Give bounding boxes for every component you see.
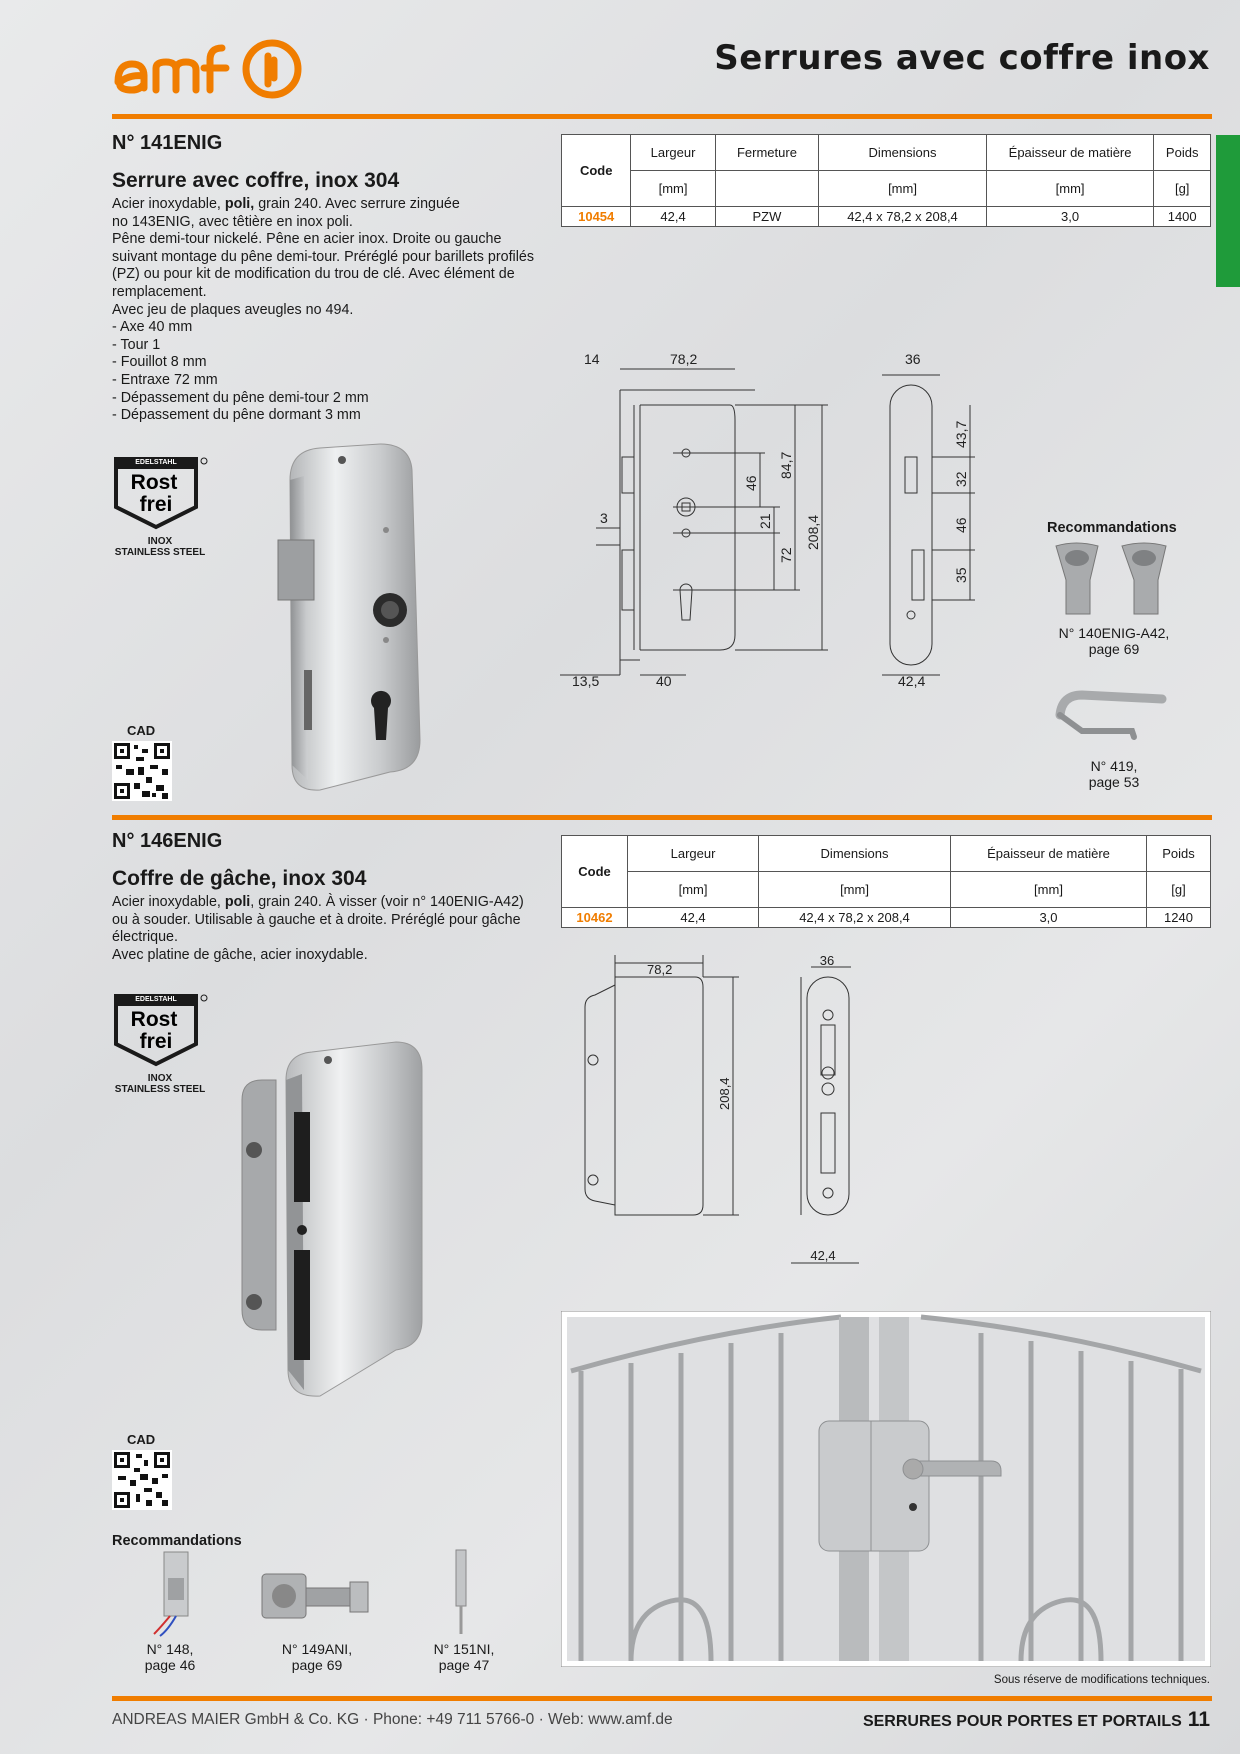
desc-line: Acier inoxydable, poli, grain 240. Avec serrure zinguée xyxy=(112,196,460,212)
col-code: Code xyxy=(562,836,628,908)
reco-line1: N° 140ENIG-A42, xyxy=(1058,625,1170,641)
lock-photo xyxy=(270,440,440,800)
technical-drawing xyxy=(560,345,980,695)
badge-shield-icon xyxy=(112,455,208,531)
footer-section xyxy=(863,1708,1210,1732)
desc-line: remplacement. xyxy=(112,283,207,300)
badge-mid2: frei xyxy=(139,493,173,516)
desc-line: suivant montage du pêne demi-tour. Préréglé pour barillets profilés xyxy=(112,248,534,265)
dim-label: 35 xyxy=(953,567,969,583)
desc-line: Avec platine de gâche, acier inoxydable. xyxy=(112,946,368,963)
desc-line: Acier inoxydable, poli, grain 240. À visser (voir n° 140ENIG-A42) xyxy=(112,894,524,910)
strike-box-photo xyxy=(236,1040,436,1400)
dim-label: 46 xyxy=(953,517,969,533)
product-code: N° 146ENIG xyxy=(112,830,223,852)
footer-company: ANDREAS MAIER GmbH & Co. KG · Phone: +49 711 5766-0 · Web: www.amf.de xyxy=(112,1711,673,1728)
reco-line1: N° 151NI, xyxy=(433,1641,495,1657)
badge-mid1: Rost xyxy=(130,1008,178,1031)
desc-line: - Entraxe 72 mm xyxy=(112,371,218,388)
footer-rule xyxy=(112,1696,1212,1701)
reco-handle-image[interactable] xyxy=(1052,685,1174,745)
badge-top: EDELSTAHL xyxy=(135,459,177,466)
page-title: Serrures avec coffre inox xyxy=(714,38,1210,78)
technical-drawing xyxy=(575,955,875,1275)
cell: 42,4 xyxy=(628,908,759,928)
reco-product-image[interactable] xyxy=(258,1560,378,1630)
dim-label: 84,7 xyxy=(778,451,794,479)
dim-label: 43,7 xyxy=(953,420,969,448)
col-header: Largeur xyxy=(631,135,715,171)
header-rule xyxy=(112,114,1212,119)
dim-label: 21 xyxy=(757,513,773,529)
cell: 42,4 x 78,2 x 208,4 xyxy=(819,207,987,227)
badge-top: EDELSTAHL xyxy=(135,996,177,1003)
dim-label: 208,4 xyxy=(717,1077,732,1110)
desc-line: (PZ) ou pour kit de modification du trou de clé. Avec élément de xyxy=(112,266,515,283)
col-header: Fermeture xyxy=(715,135,819,171)
product-code: N° 141ENIG xyxy=(112,132,223,154)
dim-label: 42,4 xyxy=(898,673,926,689)
col-unit: [mm] xyxy=(950,872,1146,908)
product-name: Serrure avec coffre, inox 304 xyxy=(112,169,400,192)
col-header: Dimensions xyxy=(759,836,951,872)
dim-label: 46 xyxy=(743,475,759,491)
dim-label: 72 xyxy=(778,547,794,563)
cad-label: CAD xyxy=(127,1432,156,1447)
col-header: Épaisseur de matière xyxy=(986,135,1154,171)
desc-line: - Dépassement du pêne dormant 3 mm xyxy=(112,407,361,424)
desc-line: no 143ENIG, avec têtière en inox poli. xyxy=(112,213,353,230)
desc-bold: poli, xyxy=(224,196,255,212)
legal-note: Sous réserve de modifications techniques. xyxy=(993,1674,1210,1686)
cell: 3,0 xyxy=(950,908,1146,928)
cell: 42,4 xyxy=(631,207,715,227)
desc-line: Pêne demi-tour nickelé. Pêne en acier inox. Droite ou gauche xyxy=(112,231,502,248)
col-unit: [mm] xyxy=(986,171,1154,207)
col-unit: [mm] xyxy=(819,171,987,207)
badge-bottom1: INOX xyxy=(147,536,173,547)
col-unit: [g] xyxy=(1154,171,1211,207)
badge-bottom2: STAINLESS STEEL xyxy=(114,1084,206,1095)
dim-label: 3 xyxy=(600,510,608,526)
badge-bottom2: STAINLESS STEEL xyxy=(114,547,206,558)
qr-code-icon[interactable] xyxy=(112,741,172,801)
col-unit xyxy=(715,171,819,207)
dim-label: 32 xyxy=(953,471,969,487)
reco-caption[interactable] xyxy=(1054,758,1174,790)
section-rule xyxy=(112,815,1212,820)
cell: 3,0 xyxy=(986,207,1154,227)
badge-bottom1: INOX xyxy=(147,1073,173,1084)
badge-shield-icon xyxy=(112,992,208,1068)
reco-caption[interactable] xyxy=(257,1641,377,1673)
reco-product-image[interactable] xyxy=(150,1548,200,1638)
desc-line: - Fouillot 8 mm xyxy=(112,354,207,371)
reco-caption[interactable] xyxy=(1036,625,1192,657)
dim-label: 40 xyxy=(656,673,672,689)
page-number: 11 xyxy=(1187,1708,1210,1731)
col-unit: [g] xyxy=(1147,872,1211,908)
desc-bold: poli xyxy=(224,894,251,910)
desc-line: - Tour 1 xyxy=(112,336,161,353)
col-header: Largeur xyxy=(628,836,759,872)
product-description xyxy=(112,196,542,425)
article-code[interactable]: 10454 xyxy=(562,207,631,227)
table-row xyxy=(562,908,1211,928)
table-row xyxy=(562,207,1211,227)
cell: 1400 xyxy=(1154,207,1211,227)
reco-line2: page 46 xyxy=(144,1657,196,1673)
spec-table xyxy=(561,134,1211,227)
col-header: Poids xyxy=(1154,135,1211,171)
reco-line2: page 69 xyxy=(1088,641,1140,657)
amf-logo xyxy=(110,38,306,100)
product-name: Coffre de gâche, inox 304 xyxy=(112,867,367,890)
reco-line2: page 69 xyxy=(291,1657,343,1673)
rostfrei-badge xyxy=(112,992,208,1095)
col-header: Poids xyxy=(1147,836,1211,872)
col-unit: [mm] xyxy=(631,171,715,207)
reco-line1: N° 419, xyxy=(1090,758,1138,774)
reco-line2: page 47 xyxy=(438,1657,490,1673)
cad-label: CAD xyxy=(127,723,156,738)
desc-line: Avec jeu de plaques aveugles no 494. xyxy=(112,301,354,318)
cell: 1240 xyxy=(1147,908,1211,928)
spec-table xyxy=(561,835,1211,928)
desc-line: - Dépassement du pêne demi-tour 2 mm xyxy=(112,389,369,406)
cell: PZW xyxy=(715,207,819,227)
dim-label: 36 xyxy=(819,955,835,968)
col-unit: [mm] xyxy=(628,872,759,908)
col-header: Dimensions xyxy=(819,135,987,171)
reco-line2: page 53 xyxy=(1088,774,1140,790)
footer-section-title: SERRURES POUR PORTES ET PORTAILS xyxy=(862,1713,1182,1730)
col-code: Code xyxy=(562,135,631,207)
dim-label: 13,5 xyxy=(572,673,600,689)
recommendations-title: Recommandations xyxy=(112,1533,242,1549)
dim-label: 42,4 xyxy=(810,1248,836,1263)
dim-label: 78,2 xyxy=(647,962,673,977)
desc-line: - Axe 40 mm xyxy=(112,319,193,336)
desc-line: électrique. xyxy=(112,929,178,946)
reco-product-image[interactable] xyxy=(450,1546,474,1638)
rostfrei-badge xyxy=(112,455,208,558)
badge-mid1: Rost xyxy=(130,471,178,494)
section-tab xyxy=(1216,135,1240,287)
dim-label: 78,2 xyxy=(670,351,698,367)
dim-label: 14 xyxy=(584,351,600,367)
col-unit: [mm] xyxy=(759,872,951,908)
badge-mid2: frei xyxy=(139,1030,173,1053)
dim-label: 208,4 xyxy=(805,514,821,550)
gate-photo xyxy=(561,1311,1211,1667)
cell: 42,4 x 78,2 x 208,4 xyxy=(759,908,951,928)
col-header: Épaisseur de matière xyxy=(950,836,1146,872)
reco-caption[interactable] xyxy=(404,1641,524,1673)
article-code[interactable]: 10462 xyxy=(562,908,628,928)
product-description xyxy=(112,894,542,964)
recommendations-title: Recommandations xyxy=(1047,520,1177,536)
reco-caption[interactable] xyxy=(110,1641,230,1673)
qr-code-icon[interactable] xyxy=(112,1450,172,1510)
reco-product-image[interactable] xyxy=(1052,540,1176,620)
reco-line1: N° 148, xyxy=(146,1641,194,1657)
reco-line1: N° 149ANI, xyxy=(281,1641,353,1657)
desc-line: ou à souder. Utilisable à gauche et à droite. Préréglé pour gâche xyxy=(112,911,521,928)
dim-label: 36 xyxy=(905,351,921,367)
